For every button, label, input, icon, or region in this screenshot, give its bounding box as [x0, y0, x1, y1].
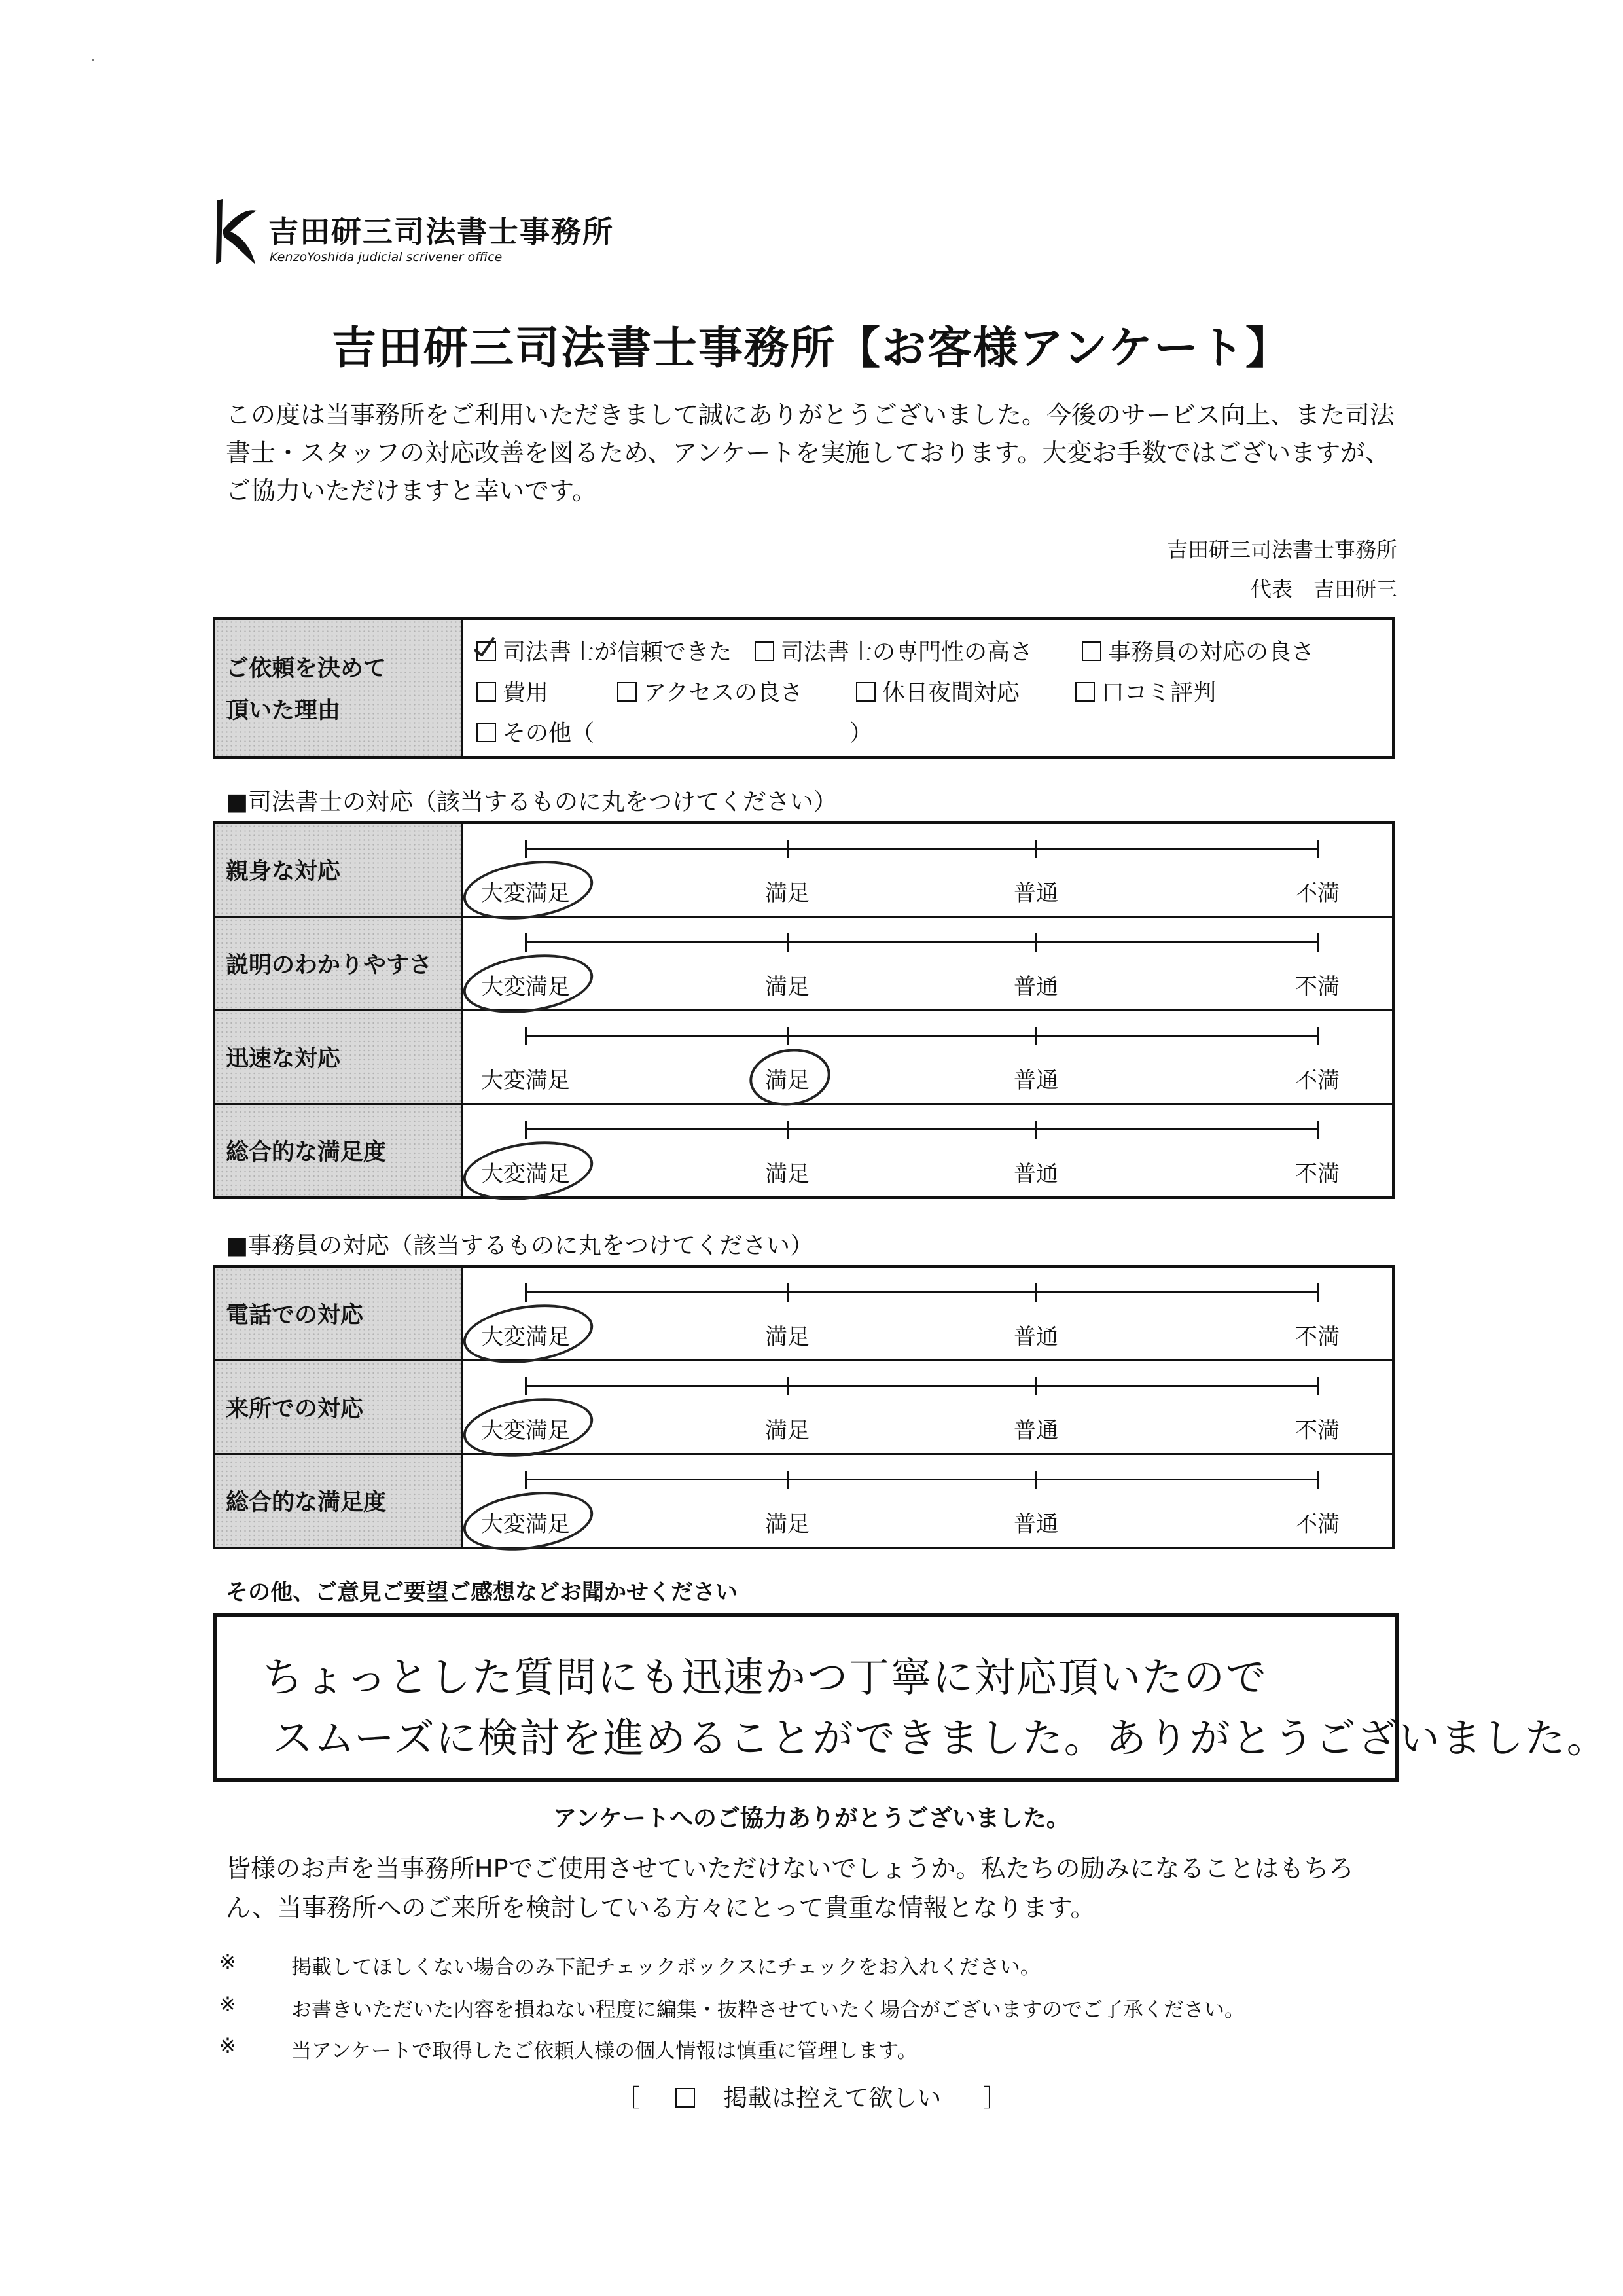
scale-option-label[interactable]: 普通: [1014, 1067, 1058, 1094]
reason-option-other[interactable]: [476, 715, 594, 748]
reason-option[interactable]: [617, 675, 803, 708]
comment-line-2: スムーズに検討を進めることができました。ありがとうございました。: [272, 1714, 1609, 1762]
scale-option-label[interactable]: 満足: [765, 1511, 810, 1537]
scale-tick: [1317, 1471, 1319, 1489]
reason-other-close: ）: [849, 721, 873, 747]
scale-tick: [787, 840, 789, 858]
scale-option-label[interactable]: 不満: [1295, 1161, 1340, 1187]
scale-option-label[interactable]: 不満: [1295, 1418, 1340, 1444]
rating-scale: [463, 1361, 1394, 1454]
scale-tick: [525, 1471, 527, 1489]
scale-option-label[interactable]: 満足: [765, 1418, 810, 1444]
reason-option-label: 司法書士が信頼できた: [503, 639, 732, 666]
scale-tick: [787, 933, 789, 952]
scale-line: [526, 1035, 1317, 1037]
scale-option-label[interactable]: 普通: [1014, 1511, 1058, 1537]
scale-option-label[interactable]: 普通: [1014, 1324, 1058, 1350]
checkbox-checked[interactable]: [476, 641, 496, 661]
reason-option-label: 司法書士の専門性の高さ: [781, 639, 1033, 666]
rating-scale: [463, 1011, 1394, 1104]
scale-option-label[interactable]: 大変満足: [481, 1418, 570, 1444]
checkbox[interactable]: [1082, 641, 1101, 661]
note-mark: ※: [219, 1950, 236, 1974]
scale-tick: [1035, 1471, 1037, 1489]
section-heading-scrivener: ■司法書士の対応（該当するものに丸をつけてください）: [226, 789, 838, 816]
comments-box[interactable]: [213, 1613, 1609, 1782]
scrivener-rating-table: [213, 821, 1395, 1199]
optout-bracket-close: ］: [982, 2084, 1007, 2112]
rating-scale: [463, 1454, 1394, 1549]
scale-tick: [525, 1283, 527, 1302]
scale-tick: [525, 1121, 527, 1139]
rating-row-label: 電話での対応: [226, 1302, 364, 1329]
scale-tick: [787, 1283, 789, 1302]
scale-option-label[interactable]: 満足: [765, 974, 810, 1000]
reason-label: [214, 619, 463, 757]
rating-row: [214, 823, 1393, 917]
scale-option-label[interactable]: 大変満足: [481, 1067, 570, 1094]
reason-option[interactable]: [476, 675, 548, 708]
scale-option-label[interactable]: 満足: [765, 1067, 810, 1094]
scale-tick: [525, 1027, 527, 1045]
reason-option[interactable]: [1082, 634, 1314, 667]
signature-office: 吉田研三司法書士事務所: [1166, 537, 1397, 562]
scale-line: [526, 1128, 1317, 1130]
scale-tick: [1035, 1377, 1037, 1395]
rating-row-label: 迅速な対応: [226, 1046, 341, 1072]
scale-option-label[interactable]: 普通: [1014, 1418, 1058, 1444]
scale-tick: [787, 1377, 789, 1395]
rating-scale: [463, 1266, 1394, 1361]
reason-table: [213, 617, 1395, 759]
scale-line: [526, 1291, 1317, 1293]
scale-tick: [1035, 840, 1037, 858]
scale-option-label[interactable]: 満足: [765, 880, 810, 906]
scale-option-label[interactable]: 不満: [1295, 1324, 1340, 1350]
scale-tick: [787, 1471, 789, 1489]
optout-label: 掲載は控えて欲しい: [723, 2084, 942, 2112]
rating-row-label-cell: [214, 1266, 463, 1361]
reason-label-line1: ご依頼を決めて: [226, 656, 387, 682]
reason-option-label: 費用: [503, 680, 549, 706]
optout-checkbox[interactable]: [675, 2088, 695, 2108]
scale-tick: [1317, 1027, 1319, 1045]
checkbox[interactable]: [476, 723, 496, 742]
page-title: 吉田研三司法書士事務所【お客様アンケート】: [332, 323, 1291, 374]
reason-option[interactable]: [856, 675, 1020, 708]
rating-row-label-cell: [214, 1011, 463, 1104]
rating-row-label-cell: [214, 917, 463, 1011]
reason-option-label: その他（: [503, 721, 595, 747]
optout-line: [0, 2078, 1623, 2113]
note-text: 当アンケートで取得したご依頼人様の個人情報は慎重に管理します。: [291, 2039, 918, 2063]
rating-row: [214, 1104, 1393, 1198]
scale-option-label[interactable]: 大変満足: [481, 1324, 570, 1350]
logo-subtitle: KenzoYoshida judicial scrivener office: [270, 250, 503, 264]
rating-row-label: 総合的な満足度: [226, 1490, 387, 1516]
rating-row-label-cell: [214, 1454, 463, 1549]
checkbox[interactable]: [1075, 682, 1095, 702]
rating-row: [214, 1011, 1393, 1104]
note-text: お書きいただいた内容を損ねない程度に編集・抜粋させていたく場合がございますのでご了承ください。: [291, 1998, 1245, 2022]
rating-row-label: 総合的な満足度: [226, 1139, 387, 1166]
rating-row: [214, 1266, 1393, 1361]
scale-tick: [1317, 1377, 1319, 1395]
reason-option[interactable]: [476, 634, 732, 667]
rating-row-label: 親身な対応: [226, 859, 341, 885]
scale-tick: [1317, 840, 1319, 858]
thanks-message: アンケートへのご協力ありがとうございました。: [553, 1805, 1070, 1832]
reason-option-label: 事務員の対応の良さ: [1108, 639, 1315, 666]
reason-options: [463, 619, 1394, 757]
scale-tick: [787, 1121, 789, 1139]
rating-scale: [463, 1104, 1394, 1198]
comment-line-1: ちょっとした質問にも迅速かつ丁寧に対応頂いたので: [262, 1653, 1268, 1701]
scale-tick: [1317, 1121, 1319, 1139]
reason-option[interactable]: [1075, 675, 1216, 708]
scale-line: [526, 848, 1317, 850]
scale-tick: [1035, 1027, 1037, 1045]
scale-option-label[interactable]: 不満: [1295, 1511, 1340, 1537]
staff-rating-table: [213, 1265, 1395, 1549]
optout-bracket-open: ［: [616, 2084, 641, 2112]
rating-row-label-cell: [214, 1104, 463, 1198]
scale-tick: [1035, 1283, 1037, 1302]
scale-tick: [1035, 933, 1037, 952]
reason-option-label: 休日夜間対応: [882, 680, 1020, 706]
note-item: [219, 2034, 1397, 2063]
selection-circle: [746, 1044, 834, 1111]
note-item: [219, 1950, 1397, 1977]
scale-tick: [525, 1377, 527, 1395]
reason-option[interactable]: [755, 634, 1033, 667]
section-heading-staff: ■事務員の対応（該当するものに丸をつけてください）: [226, 1232, 814, 1259]
rating-row: [214, 1454, 1393, 1549]
scale-line: [526, 1385, 1317, 1387]
rating-row-label: 説明のわかりやすさ: [226, 952, 433, 978]
intro-paragraph: この度は当事務所をご利用いただきまして誠にありがとうございました。今後のサービス向上、また司法書士・スタッフの対応改善を図るため、アンケートを実施しております。大変お手数ではございますが、ご協力いただけますと幸いです。: [226, 401, 1395, 505]
logo-office-name: 吉田研三司法書士事務所: [268, 214, 614, 249]
reason-option-label: アクセスの良さ: [643, 680, 803, 706]
scale-option-label[interactable]: 大変満足: [481, 1511, 570, 1537]
scale-tick: [525, 933, 527, 952]
rating-scale: [463, 823, 1394, 917]
scale-option-label[interactable]: 満足: [765, 1324, 810, 1350]
rating-row-label-cell: [214, 1361, 463, 1454]
rating-row-label-cell: [214, 823, 463, 917]
closing-paragraph: 皆様のお声を当事務所HPでご使用させていただけないでしょうか。私たちの励みになることはもちろん、当事務所へのご来所を検討している方々にとって貴重な情報となります。: [226, 1854, 1354, 1922]
scale-line: [526, 941, 1317, 943]
margin-mark: [92, 59, 94, 61]
rating-row-label: 来所での対応: [226, 1396, 364, 1422]
scale-option-label[interactable]: 不満: [1295, 1067, 1340, 1094]
checkbox[interactable]: [617, 682, 637, 702]
comments-label: その他、ご意見ご要望ご感想などお聞かせください: [226, 1579, 738, 1605]
scale-option-label[interactable]: 大変満足: [481, 1161, 570, 1187]
scale-tick: [1317, 933, 1319, 952]
scale-option-label[interactable]: 大変満足: [481, 974, 570, 1000]
scale-option-label[interactable]: 満足: [765, 1161, 810, 1187]
signature-representative: 代表 吉田研三: [1250, 577, 1397, 601]
scale-option-label[interactable]: 普通: [1014, 974, 1058, 1000]
selection-circle: [459, 1484, 597, 1558]
scale-tick: [1035, 1121, 1037, 1139]
scale-tick: [525, 840, 527, 858]
rating-row: [214, 1361, 1393, 1454]
checkbox[interactable]: [476, 682, 496, 702]
note-item: [219, 1993, 1397, 2022]
rating-scale: [463, 917, 1394, 1011]
note-mark: ※: [219, 2034, 236, 2058]
scale-option-label[interactable]: 不満: [1295, 974, 1340, 1000]
office-logo-icon: [208, 196, 260, 270]
scale-tick: [787, 1027, 789, 1045]
note-text: 掲載してほしくない場合のみ下記チェックボックスにチェックをお入れください。: [291, 1956, 1041, 1979]
scale-option-label[interactable]: 不満: [1295, 880, 1340, 906]
scale-tick: [1317, 1283, 1319, 1302]
scale-option-label[interactable]: 普通: [1014, 880, 1058, 906]
checkbox[interactable]: [856, 682, 876, 702]
reason-label-line2: 頂いた理由: [226, 698, 341, 724]
rating-row: [214, 917, 1393, 1011]
reason-option-label: 口コミ評判: [1101, 680, 1217, 706]
note-mark: ※: [219, 1993, 236, 2017]
scale-line: [526, 1479, 1317, 1480]
scale-option-label[interactable]: 普通: [1014, 1161, 1058, 1187]
selection-circle: [459, 1134, 597, 1208]
scale-option-label[interactable]: 大変満足: [481, 880, 570, 906]
checkbox[interactable]: [755, 641, 774, 661]
